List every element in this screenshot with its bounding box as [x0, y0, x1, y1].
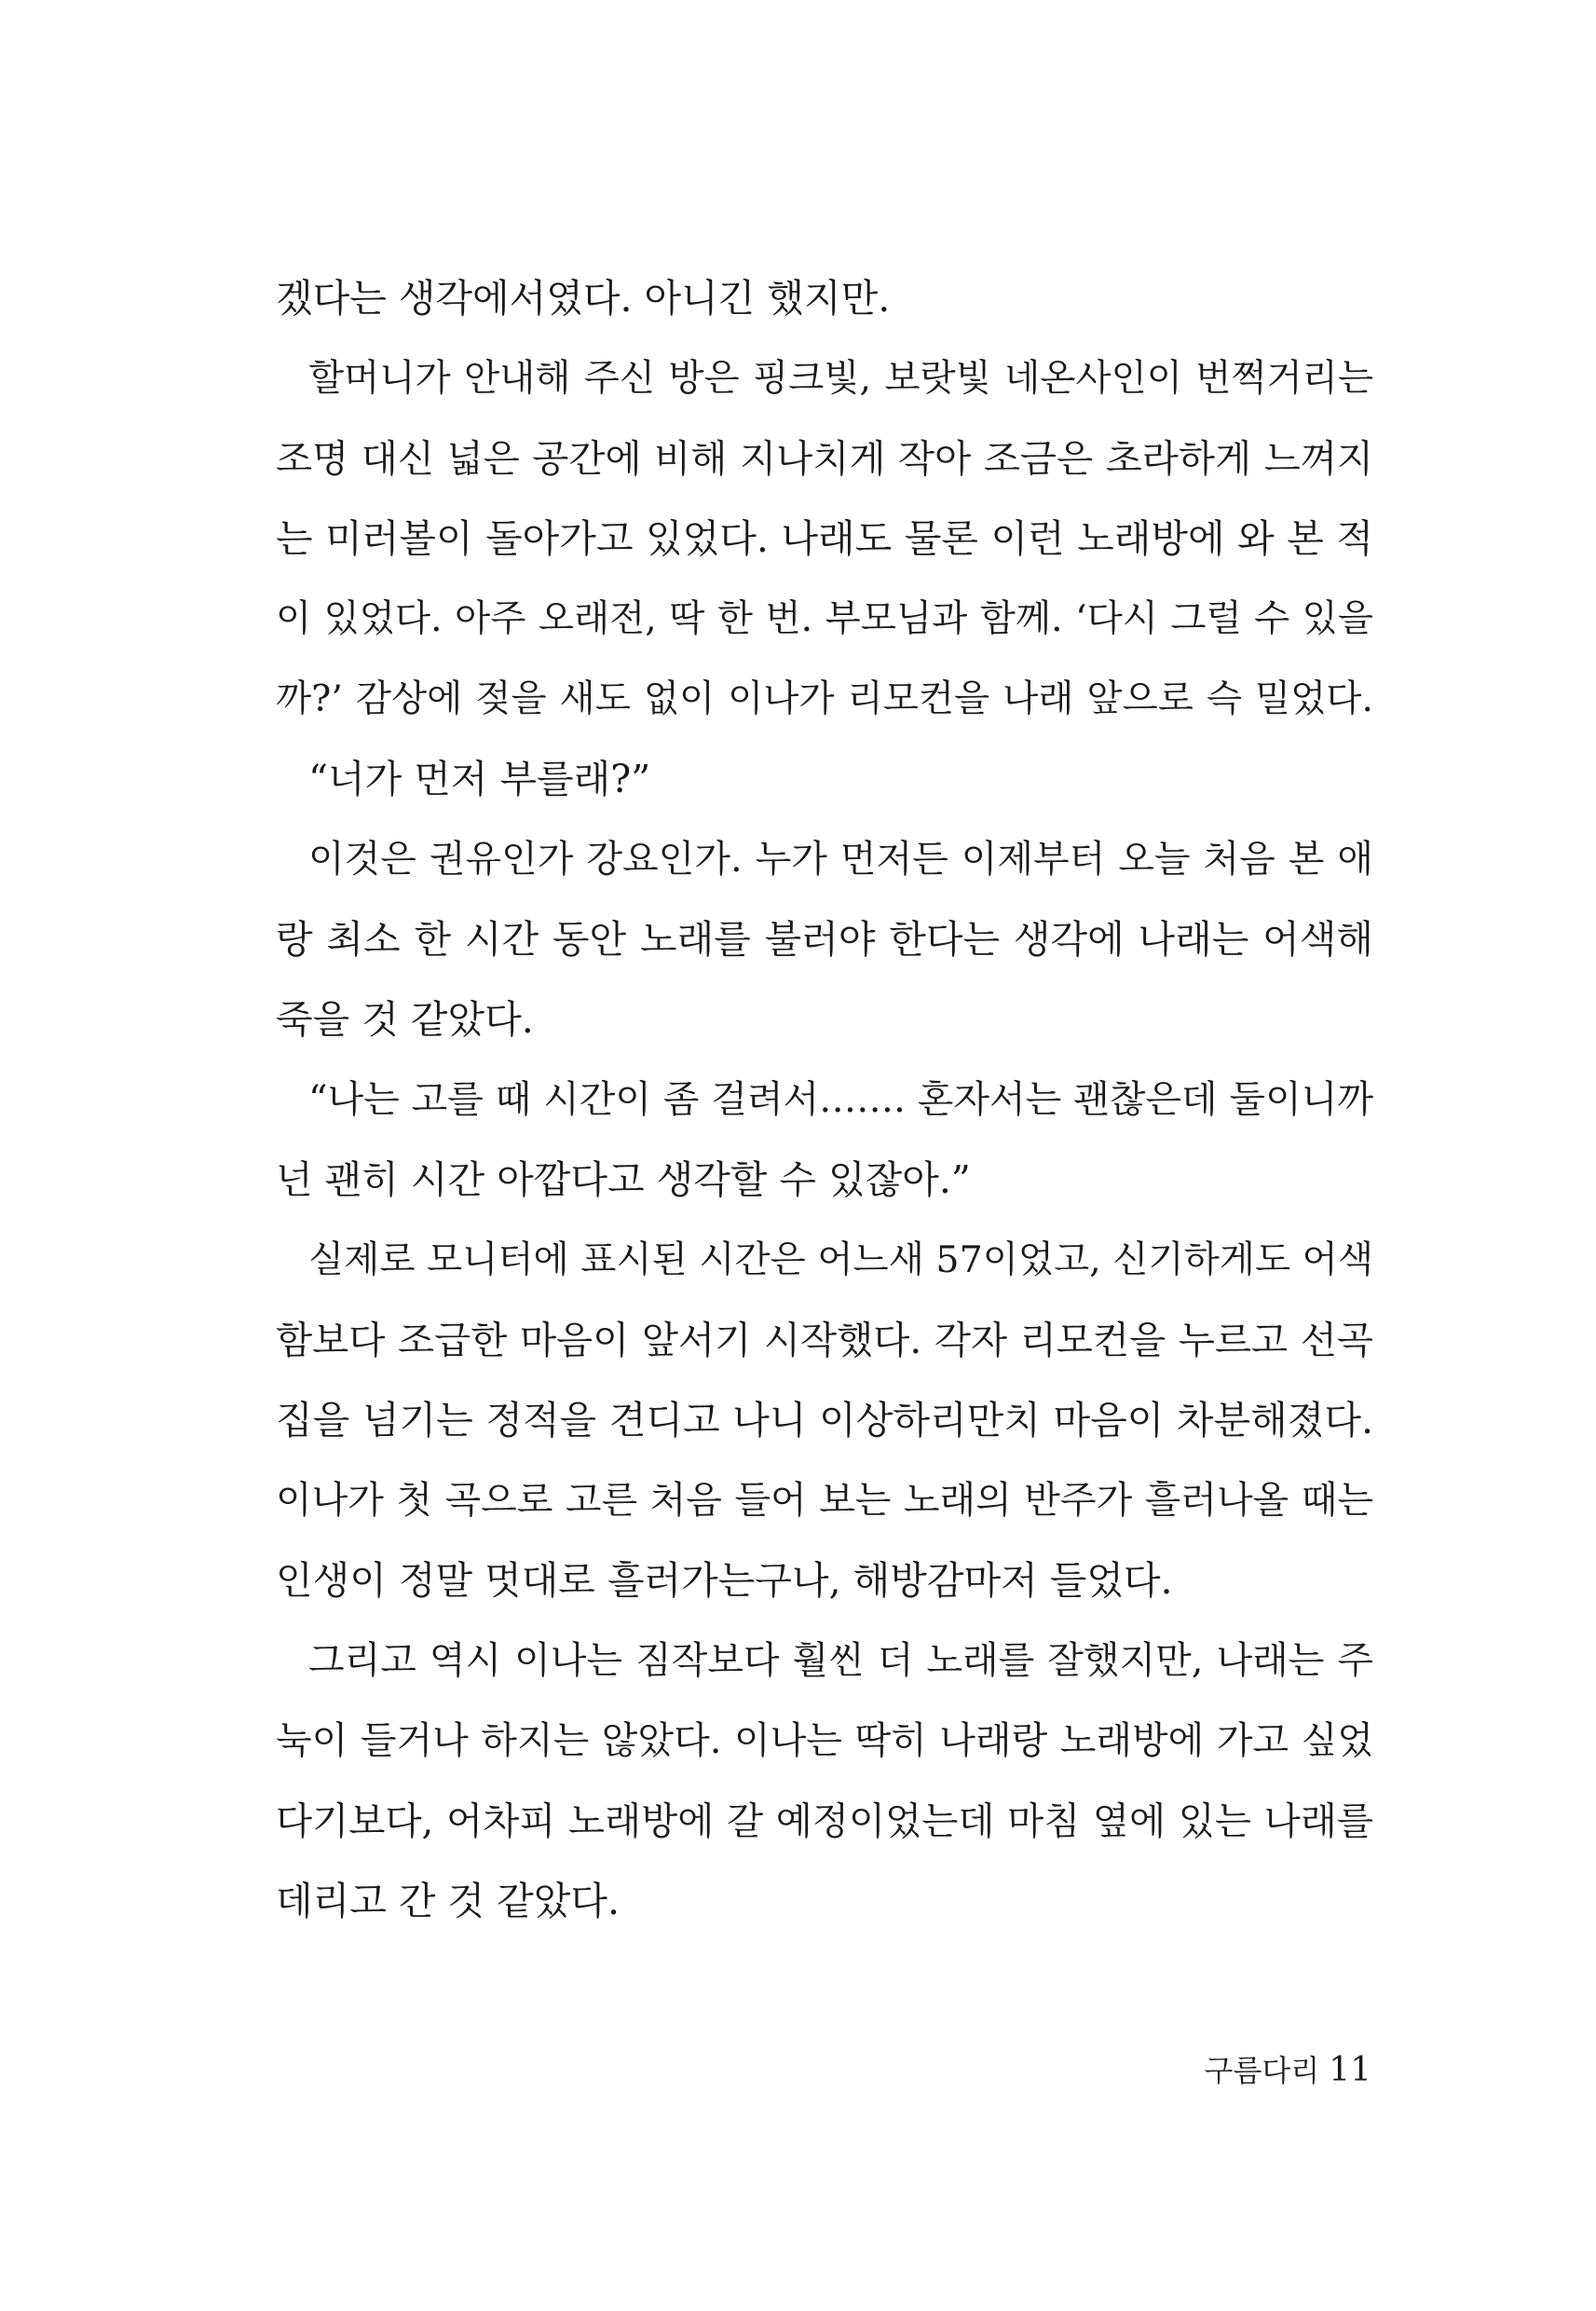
- text-line: 데리고 간 것 같았다.: [276, 1879, 620, 1923]
- text-line: 조명 대신 넓은 공간에 비해 지나치게 작아 조금은 초라하게 느껴지: [276, 436, 1373, 481]
- text-line: 까?’ 감상에 젖을 새도 없이 이나가 리모컨을 나래 앞으로 슥 밀었다.: [276, 677, 1373, 720]
- text-line: 넌 괜히 시간 아깝다고 생각할 수 있잖아.”: [276, 1157, 971, 1202]
- text-line: 함보다 조급한 마음이 앞서기 시작했다. 각자 리모컨을 누르고 선곡: [276, 1318, 1373, 1362]
- text-line: 죽을 것 같았다.: [276, 997, 534, 1042]
- text-line: 겠다는 생각에서였다. 아니긴 했지만.: [276, 276, 891, 321]
- text-line: 눅이 들거나 하지는 않았다. 이나는 딱히 나래랑 노래방에 가고 싶었: [276, 1719, 1373, 1762]
- text-line: 이나가 첫 곡으로 고른 처음 들어 보는 노래의 반주가 흘러나올 때는: [276, 1479, 1373, 1522]
- page-footer: [1205, 2043, 1371, 2099]
- running-title: 구름다리: [1204, 2053, 1320, 2088]
- text-line: 할머니가 안내해 주신 방은 핑크빛, 보랏빛 네온사인이 번쩍거리는: [308, 357, 1373, 400]
- text-line: 집을 넘기는 정적을 견디고 나니 이상하리만치 마음이 차분해졌다.: [276, 1398, 1373, 1443]
- text-line: 랑 최소 한 시간 동안 노래를 불러야 한다는 생각에 나래는 어색해: [276, 917, 1373, 962]
- text-line: 그리고 역시 이나는 짐작보다 훨씬 더 노래를 잘했지만, 나래는 주: [308, 1639, 1373, 1682]
- text-line: 는 미러볼이 돌아가고 있었다. 나래도 물론 이런 노래방에 와 본 적: [276, 516, 1373, 561]
- text-line: 이것은 권유인가 강요인가. 누가 먼저든 이제부터 오늘 처음 본 애: [308, 838, 1373, 881]
- text-line: “너가 먼저 부를래?”: [308, 757, 651, 801]
- text-line: 이 있었다. 아주 오래전, 딱 한 번. 부모님과 함께. ‘다시 그럴 수 있을: [276, 597, 1373, 640]
- text-line: 인생이 정말 멋대로 흘러가는구나, 해방감마저 들었다.: [276, 1558, 1173, 1603]
- page-number: 11: [1329, 2051, 1371, 2089]
- text-line: 다기보다, 어차피 노래방에 갈 예정이었는데 마침 옆에 있는 나래를: [276, 1798, 1373, 1843]
- text-line: “나는 고를 때 시간이 좀 걸려서……. 혼자서는 괜찮은데 둘이니까: [308, 1078, 1373, 1121]
- text-line: 실제로 모니터에 표시된 시간은 어느새 57이었고, 신기하게도 어색: [308, 1238, 1373, 1281]
